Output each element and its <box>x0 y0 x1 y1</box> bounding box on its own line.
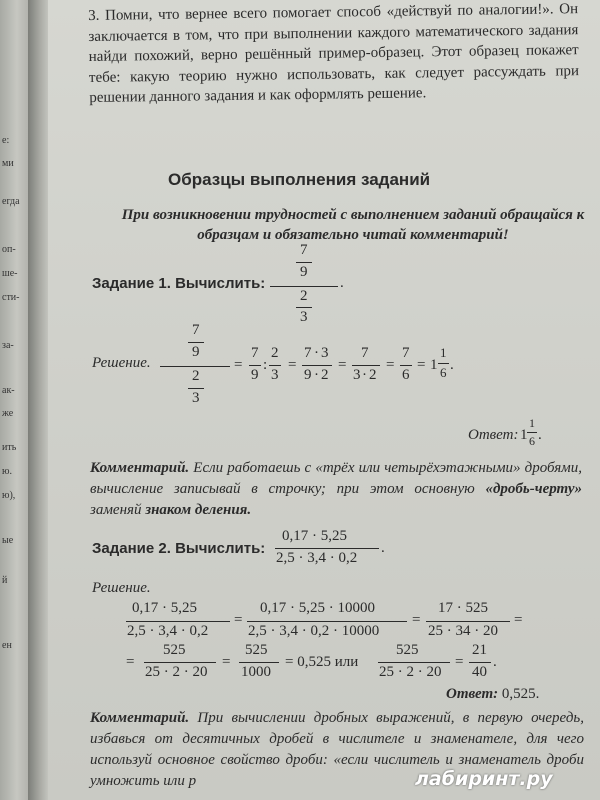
task2-label: Задание 2. Вычислить: <box>92 540 266 557</box>
task1-solution-label: Решение. <box>92 355 151 371</box>
equals-sign: = <box>417 357 426 373</box>
margin-fragment: ен <box>2 640 12 651</box>
fraction-numerator: 0,17 · 5,25 <box>132 600 197 616</box>
fraction-numerator: 3 <box>321 345 329 361</box>
margin-fragment: ми <box>2 158 14 169</box>
fraction-numerator: 7 <box>251 345 259 361</box>
fraction-denominator: 2,5 · 3,4 · 0,2 <box>276 550 358 566</box>
fraction-denominator: 9 <box>192 344 200 360</box>
equals-sign: = <box>234 357 243 373</box>
fraction-numerator: 17 · 525 <box>438 600 488 616</box>
fraction-numerator: 1 <box>440 345 447 360</box>
margin-fragment: ить <box>2 442 17 453</box>
fraction-numerator: 0,17 · 5,25 · 10000 <box>260 600 375 616</box>
fraction-numerator: 2 <box>271 345 279 361</box>
margin-fragment: сти- <box>2 292 20 303</box>
fraction-denominator: 6 <box>440 365 447 380</box>
equals-sign: = <box>386 357 395 373</box>
comment1 <box>90 458 582 521</box>
decimal-result: = 0,525 или <box>285 654 359 670</box>
instruction-note: При возникновении трудностей с выполнением заданий обращайся к образцам и обязательно читай комментарий! <box>121 207 585 243</box>
period: . <box>340 275 344 291</box>
margin-fragment: е: <box>2 135 10 146</box>
period: . <box>493 654 497 670</box>
section-title: Образцы выполнения заданий <box>168 170 431 189</box>
fraction-denominator: 3 <box>353 367 361 383</box>
mixed-whole: 1 <box>520 427 528 443</box>
task1-label: Задание 1. Вычислить: <box>92 275 266 292</box>
fraction-denominator: 40 <box>472 664 487 680</box>
margin-fragment: же <box>2 408 14 419</box>
margin-fragment: ю. <box>2 466 12 477</box>
fraction-numerator: 7 <box>192 322 200 338</box>
fraction-denominator: 2,5 · 3,4 · 0,2 <box>127 623 209 639</box>
equals-sign: = <box>126 654 135 670</box>
equals-sign: = <box>288 357 297 373</box>
fraction-denominator: 9 <box>300 264 308 280</box>
fraction-denominator: 25 · 2 · 20 <box>145 664 208 680</box>
equals-sign: = <box>412 612 421 628</box>
fraction-denominator: 25 · 2 · 20 <box>379 664 442 680</box>
answer-label: Ответ: <box>446 686 499 702</box>
fraction-denominator: 2,5 · 3,4 · 0,2 · 10000 <box>248 623 380 639</box>
answer-value: 0,525. <box>498 686 540 702</box>
left-page-edge <box>0 0 28 800</box>
multiply-dot: · <box>362 367 367 383</box>
margin-fragment: й <box>2 575 8 586</box>
fraction-numerator: 525 <box>396 642 419 658</box>
watermark-logo: лабиринт.ру <box>415 768 553 790</box>
fraction-numerator: 0,17 · 5,25 <box>282 528 347 544</box>
fraction-denominator: 2 <box>321 367 329 383</box>
answer-label: Ответ: <box>468 427 519 443</box>
margin-fragment: егда <box>2 196 20 207</box>
margin-fragment: ю), <box>2 490 16 501</box>
equals-sign: = <box>514 612 523 628</box>
fraction-numerator: 7 <box>300 242 308 258</box>
task2-answer <box>446 686 539 703</box>
comment-emphasis: «дробь-черту» <box>485 481 582 497</box>
equals-sign: = <box>338 357 347 373</box>
margin-fragment: оп- <box>2 244 16 255</box>
margin-fragment: за- <box>2 340 14 351</box>
fraction-numerator: 2 <box>300 288 308 304</box>
fraction-denominator: 3 <box>271 367 279 383</box>
equals-sign: = <box>234 612 243 628</box>
comment-text: Если работаешь с «трёх или четырёхэтажными» дробями, вычисление записывай в строчку; при этом основную <box>90 460 582 497</box>
intro-paragraph: 3. Помни, что вернее всего помогает способ «действуй по аналогии!». Он заключается в том, что при выполнении каждого математического задания найди похожий, верно решённый пример-образец. Этот образец покажет тебе: какую теорию нужно использовать, как следует рассуждать при решении данного задания и как оформлять решение. <box>88 1 580 106</box>
fraction-numerator: 2 <box>192 368 200 384</box>
fraction-numerator: 525 <box>245 642 268 658</box>
fraction-denominator: 25 · 34 · 20 <box>428 623 498 639</box>
period: . <box>381 540 385 556</box>
fraction-denominator: 3 <box>300 309 308 325</box>
period: . <box>538 427 542 443</box>
fraction-numerator: 1 <box>529 416 535 430</box>
book-page <box>48 0 600 800</box>
comment-text: При вычислении дробных выражений, в первую очередь, избавься от десятичных дробей в числителе и знаменателе, для чего используй основное свойство дроби: «если числитель и знаменатель дроби умножить или р <box>90 710 584 789</box>
margin-fragment: ше- <box>2 268 18 279</box>
period: . <box>450 357 454 373</box>
division-sign: : <box>263 357 268 373</box>
fraction-denominator: 3 <box>192 390 200 406</box>
fraction-denominator: 6 <box>402 367 410 383</box>
comment-emphasis: знаком деления. <box>145 502 252 518</box>
margin-fragment: ые <box>2 535 14 546</box>
task2-solution-label: Решение. <box>92 580 151 596</box>
mixed-whole: 1 <box>430 357 438 373</box>
fraction-numerator: 7 <box>304 345 312 361</box>
comment-text: заменяй <box>90 502 146 518</box>
fraction-numerator: 21 <box>472 642 487 658</box>
fraction-numerator: 7 <box>402 345 410 361</box>
fraction-denominator: 6 <box>529 434 535 448</box>
comment-label: Комментарий. <box>90 460 190 476</box>
margin-fragment: ак- <box>2 385 15 396</box>
multiply-dot: · <box>314 367 319 383</box>
fraction-denominator: 1000 <box>241 664 271 680</box>
fraction-denominator: 2 <box>369 367 377 383</box>
fraction-numerator: 7 <box>361 345 369 361</box>
multiply-dot: · <box>314 345 319 361</box>
fraction-denominator: 9 <box>304 367 312 383</box>
equals-sign: = <box>222 654 231 670</box>
comment-label: Комментарий. <box>90 710 190 726</box>
fraction-denominator: 9 <box>251 367 259 383</box>
equals-sign: = <box>455 654 464 670</box>
fraction-numerator: 525 <box>163 642 186 658</box>
book-gutter <box>28 0 50 800</box>
